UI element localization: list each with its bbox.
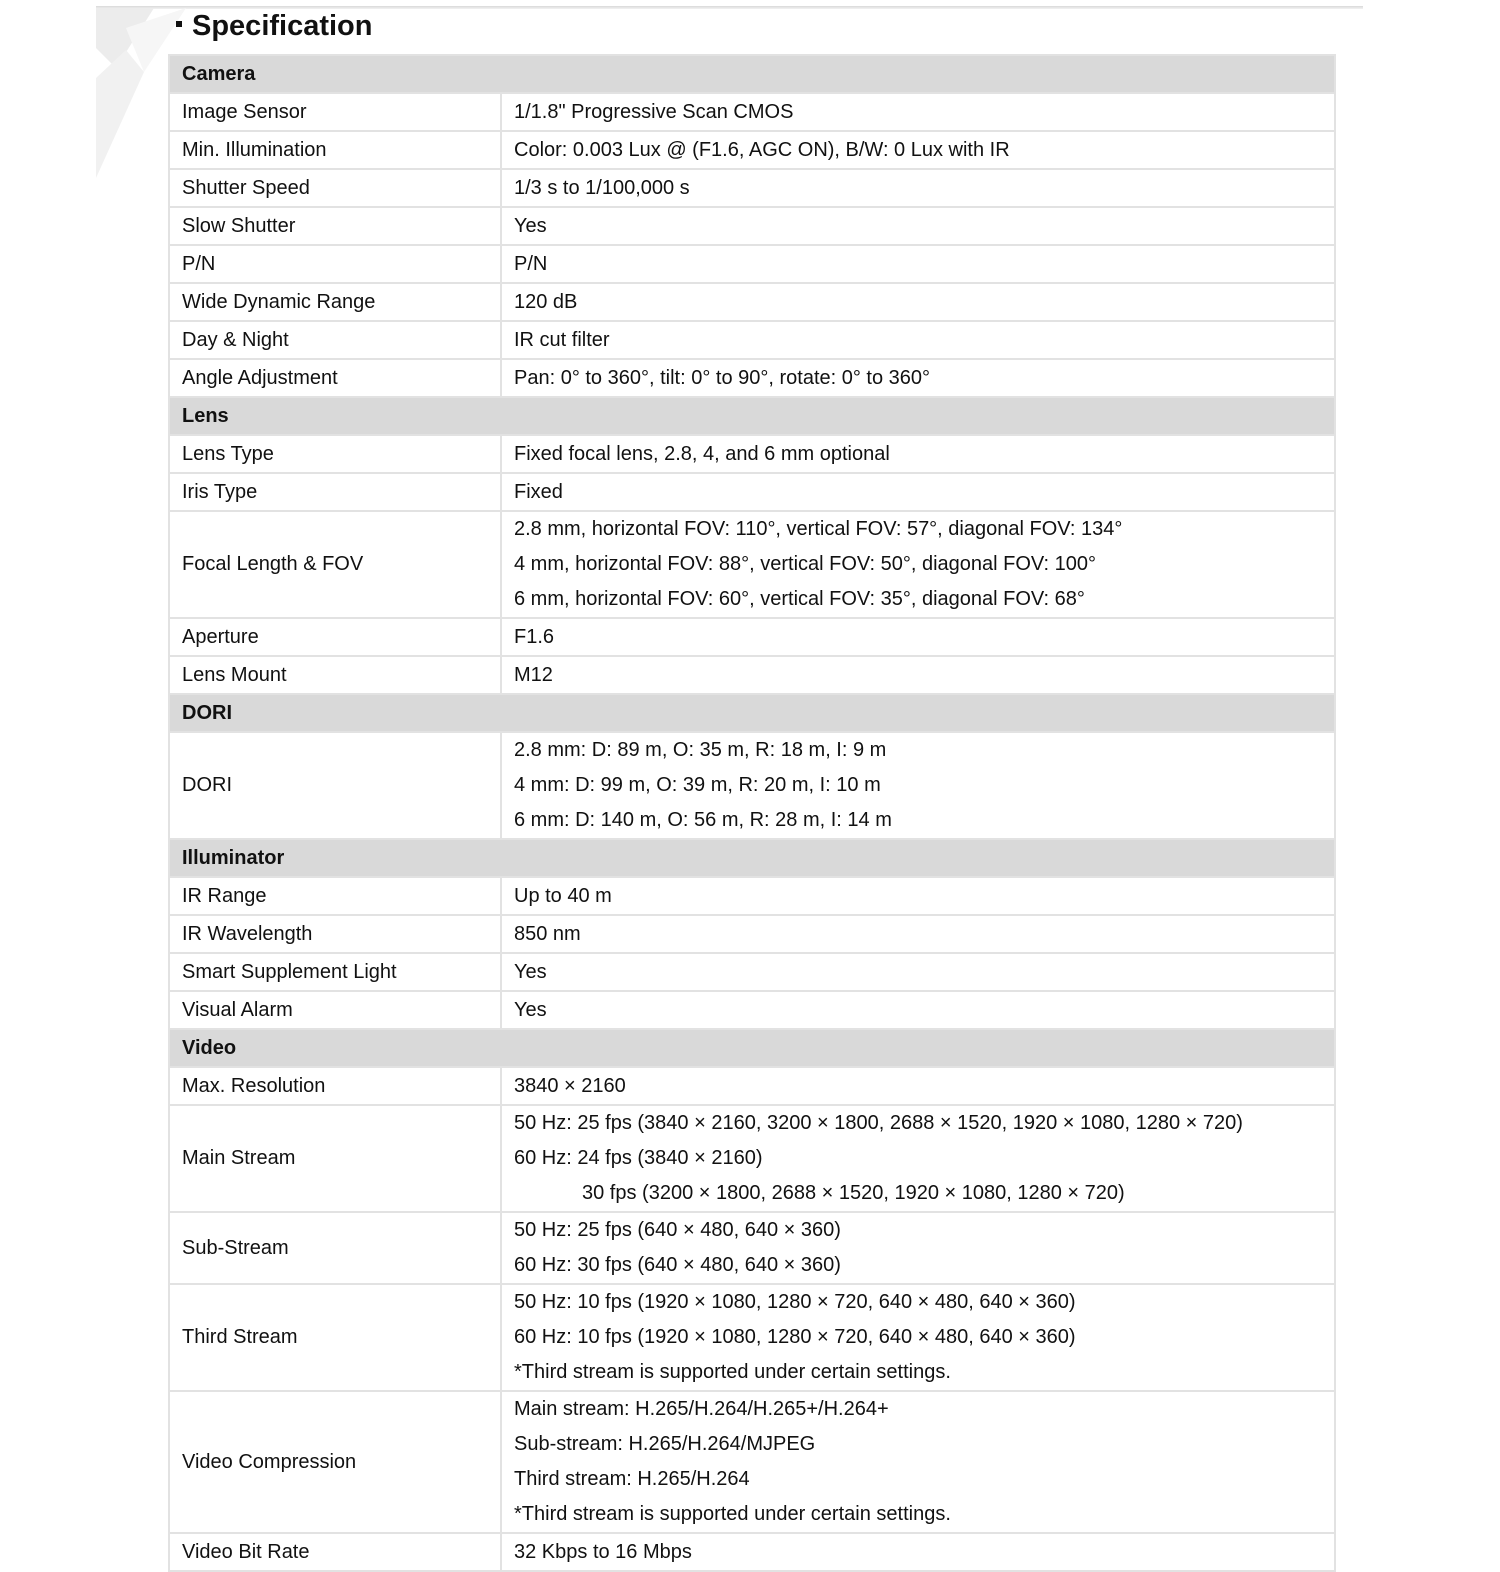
spec-label: Main Stream: [169, 1105, 501, 1212]
section-header: DORI: [169, 694, 1335, 732]
spec-value-line: IR cut filter: [514, 328, 610, 351]
spec-value-line: Sub-stream: H.265/H.264/MJPEG: [514, 1433, 816, 1455]
spec-value-line: 50 Hz: 25 fps (640 × 480, 640 × 360): [514, 1219, 841, 1241]
spec-value-line: M12: [514, 663, 553, 686]
spec-value: [501, 321, 1335, 359]
spec-value-line: 60 Hz: 30 fps (640 × 480, 640 × 360): [514, 1254, 841, 1276]
table-row: [169, 732, 1335, 839]
spec-value: [501, 359, 1335, 397]
table-row: [169, 1533, 1335, 1571]
spec-value-line: 850 nm: [514, 922, 581, 945]
table-row: [169, 991, 1335, 1029]
section-header-row: [169, 694, 1335, 732]
spec-value: [501, 207, 1335, 245]
spec-label: Max. Resolution: [169, 1067, 501, 1105]
spec-label: IR Wavelength: [169, 915, 501, 953]
spec-value-line: F1.6: [514, 625, 555, 648]
spec-value: [501, 435, 1335, 473]
spec-value: [501, 283, 1335, 321]
table-row: [169, 1212, 1335, 1284]
spec-value-line: 60 Hz: 24 fps (3840 × 2160): [514, 1147, 763, 1169]
spec-value: [501, 1105, 1335, 1212]
spec-label: IR Range: [169, 877, 501, 915]
spec-label: Aperture: [169, 618, 501, 656]
table-row: [169, 1105, 1335, 1212]
section-header-row: [169, 397, 1335, 435]
section-header: Illuminator: [169, 839, 1335, 877]
spec-label: Image Sensor: [169, 93, 501, 131]
spec-value-line: 32 Kbps to 16 Mbps: [514, 1540, 692, 1563]
spec-value: [501, 732, 1335, 839]
section-header: Lens: [169, 397, 1335, 435]
spec-label: Lens Type: [169, 435, 501, 473]
table-row: [169, 131, 1335, 169]
section-header-row: [169, 55, 1335, 93]
section-header-row: [169, 1029, 1335, 1067]
spec-value-line: 4 mm, horizontal FOV: 88°, vertical FOV: 50°, diagonal FOV: 100°: [514, 553, 1097, 575]
spec-value-line: 60 Hz: 10 fps (1920 × 1080, 1280 × 720, 640 × 480, 640 × 360): [514, 1326, 1076, 1348]
spec-value: [501, 953, 1335, 991]
spec-label: Smart Supplement Light: [169, 953, 501, 991]
table-row: [169, 953, 1335, 991]
spec-value: [501, 915, 1335, 953]
spec-value: [501, 1212, 1335, 1284]
spec-label: Shutter Speed: [169, 169, 501, 207]
spec-label: Min. Illumination: [169, 131, 501, 169]
spec-value: [501, 131, 1335, 169]
spec-value-line: Up to 40 m: [514, 884, 612, 907]
spec-label: Third Stream: [169, 1284, 501, 1391]
table-row: [169, 283, 1335, 321]
spec-value-line: *Third stream is supported under certain settings.: [514, 1503, 951, 1525]
spec-label: Angle Adjustment: [169, 359, 501, 397]
spec-value-line: Main stream: H.265/H.264/H.265+/H.264+: [514, 1398, 889, 1420]
spec-value: [501, 1284, 1335, 1391]
page-title-text: Specification: [192, 10, 373, 42]
spec-label: Video Bit Rate: [169, 1533, 501, 1571]
spec-table-body: [169, 55, 1335, 1571]
spec-value: [501, 1533, 1335, 1571]
table-row: [169, 245, 1335, 283]
spec-value-line: 120 dB: [514, 290, 578, 313]
table-row: [169, 93, 1335, 131]
spec-value: [501, 1391, 1335, 1533]
spec-value: [501, 245, 1335, 283]
spec-value-line: 3840 × 2160: [514, 1074, 626, 1097]
spec-label: DORI: [169, 732, 501, 839]
table-row: [169, 511, 1335, 618]
spec-label: Iris Type: [169, 473, 501, 511]
section-header: Video: [169, 1029, 1335, 1067]
table-row: [169, 1391, 1335, 1533]
spec-value: [501, 511, 1335, 618]
table-row: [169, 169, 1335, 207]
spec-value-line: 1/1.8" Progressive Scan CMOS: [514, 100, 794, 123]
spec-value-line: 2.8 mm, horizontal FOV: 110°, vertical FOV: 57°, diagonal FOV: 134°: [514, 518, 1123, 540]
spec-value-line: Yes: [514, 214, 547, 237]
spec-table: [168, 54, 1336, 1572]
spec-value: [501, 656, 1335, 694]
spec-value-line: Yes: [514, 960, 547, 983]
spec-value-line: P/N: [514, 252, 548, 275]
spec-value: [501, 618, 1335, 656]
table-row: [169, 915, 1335, 953]
spec-label: Wide Dynamic Range: [169, 283, 501, 321]
spec-value-line: Third stream: H.265/H.264: [514, 1468, 750, 1490]
spec-value: [501, 991, 1335, 1029]
table-row: [169, 473, 1335, 511]
spec-label: P/N: [169, 245, 501, 283]
bullet-icon: [176, 21, 182, 27]
spec-value-line: 4 mm: D: 99 m, O: 39 m, R: 20 m, I: 10 m: [514, 774, 881, 796]
spec-value-line: Fixed focal lens, 2.8, 4, and 6 mm optional: [514, 442, 890, 465]
spec-value-line: Yes: [514, 998, 547, 1021]
spec-value-line: *Third stream is supported under certain settings.: [514, 1361, 951, 1383]
table-row: [169, 207, 1335, 245]
spec-value: [501, 1067, 1335, 1105]
spec-value-line: Fixed: [514, 480, 563, 503]
spec-value-line: 1/3 s to 1/100,000 s: [514, 176, 690, 199]
spec-value-line: Pan: 0° to 360°, tilt: 0° to 90°, rotate: 0° to 360°: [514, 366, 931, 389]
page-title: [176, 6, 373, 46]
spec-label: Video Compression: [169, 1391, 501, 1533]
section-header: Camera: [169, 55, 1335, 93]
spec-value: [501, 169, 1335, 207]
spec-label: Day & Night: [169, 321, 501, 359]
table-row: [169, 618, 1335, 656]
table-row: [169, 1067, 1335, 1105]
section-header-row: [169, 839, 1335, 877]
spec-value-line: 6 mm: D: 140 m, O: 56 m, R: 28 m, I: 14 m: [514, 809, 892, 831]
spec-value-line: 6 mm, horizontal FOV: 60°, vertical FOV: 35°, diagonal FOV: 68°: [514, 588, 1085, 610]
spec-label: Lens Mount: [169, 656, 501, 694]
spec-value-line: 50 Hz: 25 fps (3840 × 2160, 3200 × 1800, 2688 × 1520, 1920 × 1080, 1280 × 720): [514, 1112, 1243, 1134]
table-row: [169, 321, 1335, 359]
spec-value-line: Color: 0.003 Lux @ (F1.6, AGC ON), B/W: 0 Lux with IR: [514, 138, 1010, 161]
spec-value: [501, 877, 1335, 915]
table-row: [169, 656, 1335, 694]
table-row: [169, 435, 1335, 473]
table-row: [169, 877, 1335, 915]
spec-value-line: 50 Hz: 10 fps (1920 × 1080, 1280 × 720, 640 × 480, 640 × 360): [514, 1291, 1076, 1313]
spec-value: [501, 93, 1335, 131]
spec-label: Focal Length & FOV: [169, 511, 501, 618]
spec-label: Slow Shutter: [169, 207, 501, 245]
table-row: [169, 1284, 1335, 1391]
spec-value-line: 2.8 mm: D: 89 m, O: 35 m, R: 18 m, I: 9 m: [514, 739, 887, 761]
table-row: [169, 359, 1335, 397]
spec-value-line: 30 fps (3200 × 1800, 2688 × 1520, 1920 × 1080, 1280 × 720): [582, 1182, 1125, 1204]
spec-label: Visual Alarm: [169, 991, 501, 1029]
spec-label: Sub-Stream: [169, 1212, 501, 1284]
spec-value: [501, 473, 1335, 511]
